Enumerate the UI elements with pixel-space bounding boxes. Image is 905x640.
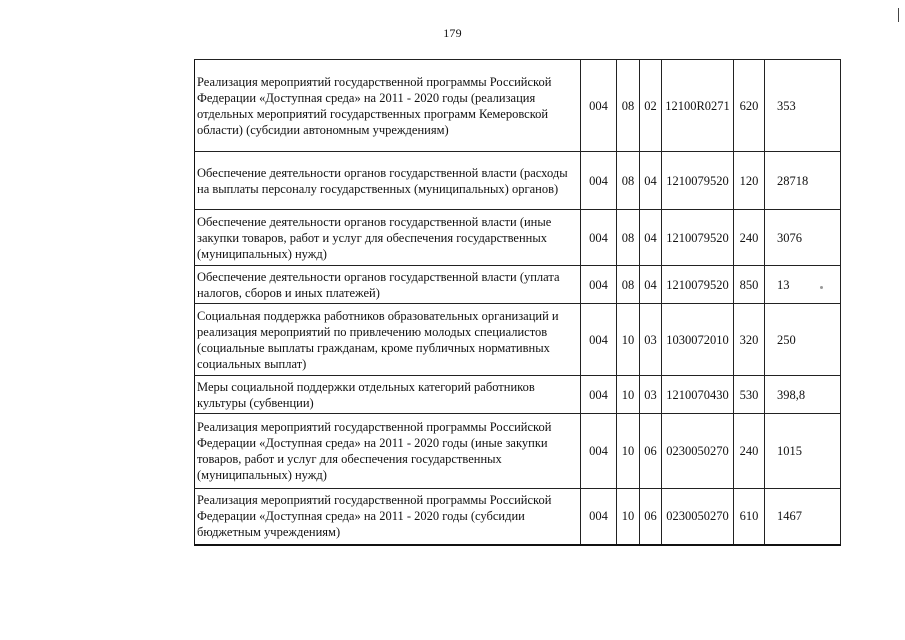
- row-description: Реализация мероприятий государственной программы Российской Федерации «Доступная среда» на 2011 - 2020 годы (иные закупки товаров, работ и услуг для обеспечения государственных (муниципальных) нужд): [195, 414, 581, 489]
- target-article-code: 1210070430: [662, 376, 734, 414]
- row-description: Обеспечение деятельности органов государственной власти (уплата налогов, сборов и иных платежей): [195, 266, 581, 304]
- ministry-code: 004: [581, 304, 617, 376]
- target-article-code: 0230050270: [662, 489, 734, 545]
- target-article-code: 1030072010: [662, 304, 734, 376]
- subsection-code: 03: [640, 304, 662, 376]
- amount-value: 1467: [765, 489, 841, 545]
- target-article-code: 1210079520: [662, 152, 734, 210]
- subsection-code: 04: [640, 210, 662, 266]
- amount-value: 28718: [765, 152, 841, 210]
- expense-type-code: 620: [734, 60, 765, 152]
- scan-edge-mark: [898, 8, 899, 22]
- section-code: 10: [617, 376, 640, 414]
- row-description: Реализация мероприятий государственной программы Российской Федерации «Доступная среда» на 2011 - 2020 годы (субсидии бюджетным учреждениям): [195, 489, 581, 545]
- section-code: 08: [617, 152, 640, 210]
- section-code: 10: [617, 304, 640, 376]
- section-code: 10: [617, 489, 640, 545]
- ministry-code: 004: [581, 266, 617, 304]
- expense-type-code: 240: [734, 414, 765, 489]
- target-article-code: 0230050270: [662, 414, 734, 489]
- ministry-code: 004: [581, 60, 617, 152]
- row-description: Обеспечение деятельности органов государственной власти (расходы на выплаты персоналу государственных (муниципальных) органов): [195, 152, 581, 210]
- expense-type-code: 610: [734, 489, 765, 545]
- row-description: Меры социальной поддержки отдельных категорий работников культуры (субвенции): [195, 376, 581, 414]
- section-code: 10: [617, 414, 640, 489]
- subsection-code: 06: [640, 489, 662, 545]
- row-description: Реализация мероприятий государственной программы Российской Федерации «Доступная среда» на 2011 - 2020 годы (реализация отдельных мероприятий государственных программ Кемеровской области) (субсидии автономным учреждениям): [195, 60, 581, 152]
- target-article-code: 1210079520: [662, 210, 734, 266]
- amount-value: 13: [765, 266, 841, 304]
- row-description: Социальная поддержка работников образовательных организаций и реализация мероприятий по привлечению молодых специалистов (социальные выплаты гражданам, кроме публичных нормативных социальных выплат): [195, 304, 581, 376]
- page-number: 179: [443, 26, 462, 40]
- table-row: [195, 489, 841, 545]
- ministry-code: 004: [581, 414, 617, 489]
- amount-value: 3076: [765, 210, 841, 266]
- amount-value: 250: [765, 304, 841, 376]
- amount-value: 353: [765, 60, 841, 152]
- budget-table: [194, 59, 841, 546]
- section-code: 08: [617, 210, 640, 266]
- subsection-code: 04: [640, 266, 662, 304]
- target-article-code: 12100R0271: [662, 60, 734, 152]
- subsection-code: 04: [640, 152, 662, 210]
- subsection-code: 02: [640, 60, 662, 152]
- expense-type-code: 120: [734, 152, 765, 210]
- expense-type-code: 530: [734, 376, 765, 414]
- expense-type-code: 320: [734, 304, 765, 376]
- ministry-code: 004: [581, 489, 617, 545]
- ministry-code: 004: [581, 152, 617, 210]
- table-row: [195, 414, 841, 489]
- table-row: [195, 210, 841, 266]
- table-row: [195, 376, 841, 414]
- amount-value: 398,8: [765, 376, 841, 414]
- target-article-code: 1210079520: [662, 266, 734, 304]
- subsection-code: 03: [640, 376, 662, 414]
- table-row: [195, 304, 841, 376]
- ministry-code: 004: [581, 210, 617, 266]
- expense-type-code: 240: [734, 210, 765, 266]
- scan-speck: [820, 286, 823, 289]
- section-code: 08: [617, 266, 640, 304]
- table-row: [195, 152, 841, 210]
- section-code: 08: [617, 60, 640, 152]
- row-description: Обеспечение деятельности органов государственной власти (иные закупки товаров, работ и услуг для обеспечения государственных (муниципальных) нужд): [195, 210, 581, 266]
- table-row: [195, 266, 841, 304]
- expense-type-code: 850: [734, 266, 765, 304]
- subsection-code: 06: [640, 414, 662, 489]
- ministry-code: 004: [581, 376, 617, 414]
- amount-value: 1015: [765, 414, 841, 489]
- table-row: [195, 60, 841, 152]
